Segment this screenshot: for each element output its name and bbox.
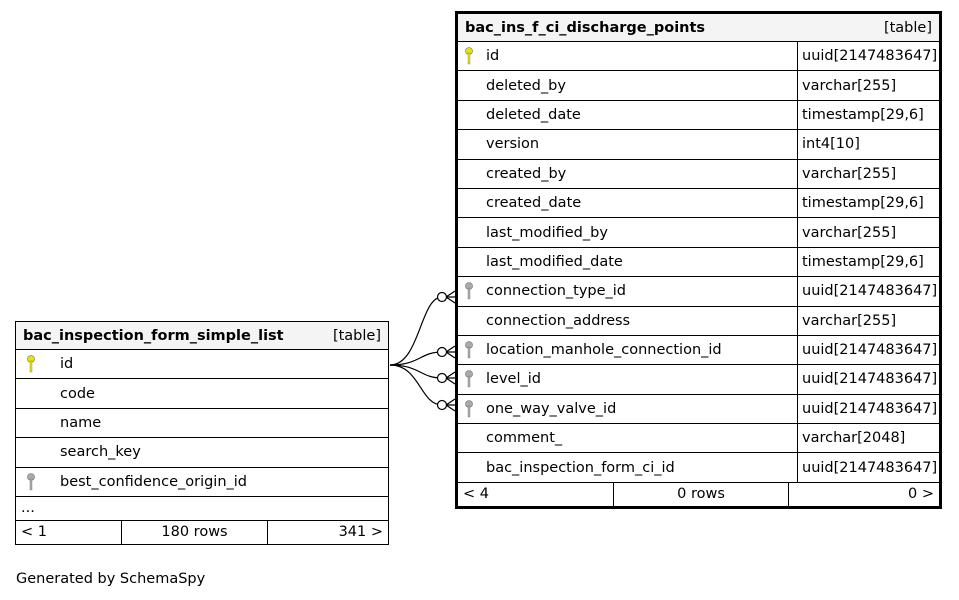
column-name[interactable]: last_modified_by — [486, 224, 608, 241]
column-type: uuid[2147483647] — [797, 395, 939, 423]
column-name[interactable]: bac_inspection_form_ci_id — [486, 459, 675, 476]
column-name[interactable]: id — [60, 356, 74, 373]
table-type-tag: [table] — [883, 19, 932, 36]
table-bac-ins-f-ci-discharge-points[interactable] — [455, 11, 942, 509]
column-row[interactable] — [458, 424, 939, 453]
crowfoot-level — [446, 372, 455, 384]
table-name[interactable]: bac_ins_f_ci_discharge_points — [465, 19, 706, 36]
column-type: timestamp[29,6] — [797, 189, 939, 217]
column-type: varchar[255] — [797, 71, 939, 99]
children-count: 0 > — [908, 486, 934, 503]
column-row[interactable] — [458, 101, 939, 130]
column-row[interactable] — [458, 71, 939, 100]
parents-count: < 1 — [16, 521, 122, 544]
table-type-tag: [table] — [332, 327, 381, 344]
column-row[interactable] — [458, 130, 939, 159]
relation-edge-level — [390, 365, 442, 378]
optional-circle — [438, 374, 447, 383]
relation-edge-connection-type — [390, 297, 442, 365]
column-list — [458, 42, 939, 483]
column-row[interactable] — [458, 336, 939, 365]
foreign-key-icon — [16, 473, 46, 491]
foreign-key-icon — [458, 282, 480, 300]
column-row[interactable] — [458, 160, 939, 189]
optional-circle — [438, 348, 447, 357]
column-type: timestamp[29,6] — [797, 101, 939, 129]
generated-by-footer: Generated by SchemaSpy — [16, 571, 206, 587]
column-row[interactable] — [458, 218, 939, 247]
column-type: varchar[255] — [797, 307, 939, 335]
optional-circle — [438, 293, 447, 302]
column-row[interactable] — [16, 438, 388, 467]
column-type: varchar[255] — [797, 160, 939, 188]
relation-edge-one-way-valve — [390, 365, 442, 405]
column-row[interactable] — [458, 365, 939, 394]
column-name[interactable]: search_key — [60, 444, 141, 461]
crowfoot-one-way-valve — [446, 399, 455, 411]
column-type: uuid[2147483647] — [797, 365, 939, 393]
optional-circle — [438, 401, 447, 410]
parents-count: < 4 — [458, 483, 614, 506]
column-name[interactable]: created_date — [486, 195, 582, 212]
column-type: uuid[2147483647] — [797, 453, 939, 481]
column-name[interactable]: created_by — [486, 165, 567, 182]
column-name[interactable]: location_manhole_connection_id — [486, 342, 722, 359]
foreign-key-icon — [458, 370, 480, 388]
column-row[interactable] — [458, 395, 939, 424]
column-type: uuid[2147483647] — [797, 42, 939, 70]
table-header[interactable] — [16, 322, 388, 350]
table-footer — [16, 521, 388, 544]
column-type: timestamp[29,6] — [797, 248, 939, 276]
column-name[interactable]: last_modified_date — [486, 253, 623, 270]
column-name[interactable]: name — [60, 414, 102, 431]
column-name[interactable]: connection_type_id — [486, 283, 627, 300]
table-name[interactable]: bac_inspection_form_simple_list — [23, 327, 284, 344]
column-name[interactable]: connection_address — [486, 312, 631, 329]
children-count: 341 > — [338, 524, 383, 541]
column-row[interactable] — [458, 248, 939, 277]
crowfoot-location-manhole — [446, 346, 455, 358]
primary-key-icon — [458, 47, 480, 65]
column-name[interactable]: code — [60, 385, 95, 402]
column-name[interactable]: deleted_date — [486, 106, 581, 123]
crowfoot-connection-type — [446, 291, 455, 303]
foreign-key-icon — [458, 341, 480, 359]
column-type: int4[10] — [797, 130, 939, 158]
column-row[interactable] — [16, 468, 388, 497]
row-count: 0 rows — [614, 483, 789, 506]
column-row[interactable] — [16, 379, 388, 408]
column-name[interactable]: one_way_valve_id — [486, 400, 617, 417]
column-type: varchar[255] — [797, 218, 939, 246]
table-bac-inspection-form-simple-list[interactable] — [15, 321, 389, 545]
column-type: uuid[2147483647] — [797, 277, 939, 305]
primary-key-icon — [16, 355, 46, 373]
column-row[interactable] — [458, 453, 939, 482]
column-row[interactable] — [458, 307, 939, 336]
column-name[interactable]: level_id — [486, 371, 541, 388]
column-name[interactable]: id — [486, 48, 500, 65]
column-row[interactable] — [16, 350, 388, 379]
table-header[interactable] — [458, 14, 939, 42]
foreign-key-icon — [458, 400, 480, 418]
column-type: uuid[2147483647] — [797, 336, 939, 364]
column-name[interactable]: best_confidence_origin_id — [60, 473, 248, 490]
column-row[interactable] — [458, 277, 939, 306]
column-row[interactable] — [458, 189, 939, 218]
column-name[interactable]: deleted_by — [486, 77, 566, 94]
column-list — [16, 350, 388, 497]
column-name[interactable]: comment_ — [486, 430, 563, 447]
column-row[interactable] — [458, 42, 939, 71]
column-type: varchar[2048] — [797, 424, 939, 452]
column-row[interactable] — [16, 409, 388, 438]
row-count: 180 rows — [122, 521, 268, 544]
more-columns-ellipsis: ... — [16, 497, 388, 521]
column-name[interactable]: version — [486, 136, 540, 153]
table-footer — [458, 483, 939, 506]
